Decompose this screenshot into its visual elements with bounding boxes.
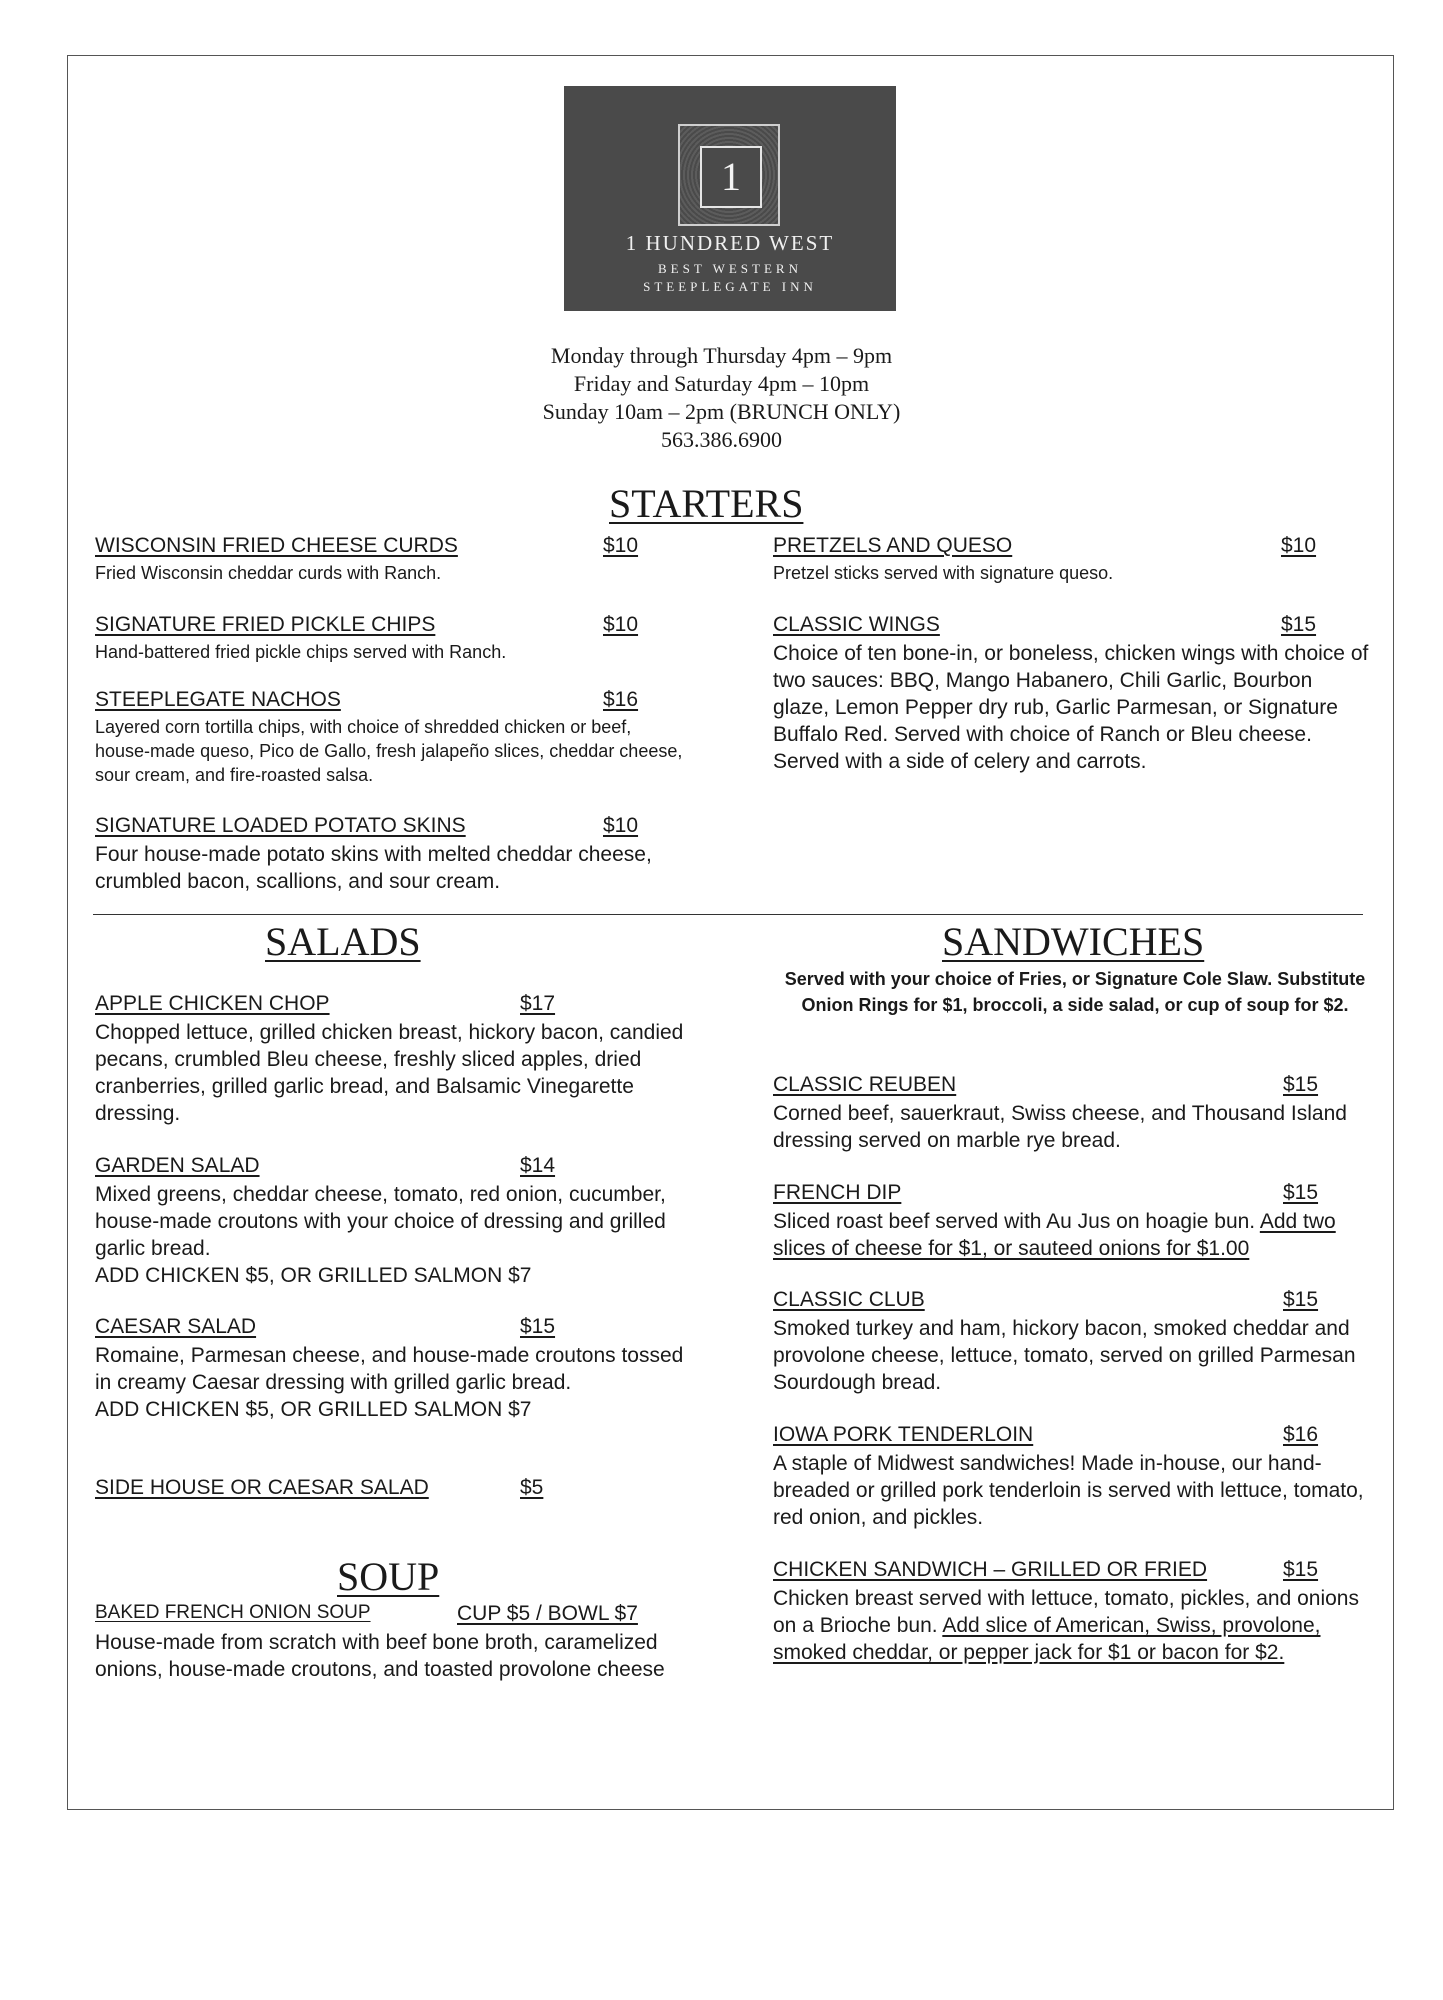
menu-item bbox=[95, 534, 685, 585]
menu-item bbox=[95, 1315, 695, 1423]
item-name: CLASSIC CLUB bbox=[773, 1288, 925, 1311]
menu-item bbox=[773, 1558, 1373, 1666]
item-name: SIGNATURE LOADED POTATO SKINS bbox=[95, 814, 466, 837]
salads-title: SALADS bbox=[265, 919, 421, 964]
item-description: Mixed greens, cheddar cheese, tomato, red onion, cucumber, house-made croutons with your choice of dressing and grilled garlic bread. bbox=[95, 1183, 666, 1260]
soup-title: SOUP bbox=[337, 1554, 440, 1599]
item-price: $15 bbox=[520, 1315, 556, 1338]
item-name: CLASSIC REUBEN bbox=[773, 1073, 957, 1096]
starters-title: STARTERS bbox=[609, 481, 804, 526]
item-addon: Add slice of American, Swiss, provolone, smoked cheddar, or pepper jack for $1 or bacon for $2. bbox=[773, 1614, 1321, 1664]
menu-item bbox=[95, 613, 685, 664]
logo-line2: STEEPLEGATE INN bbox=[643, 279, 817, 294]
item-description: Choice of ten bone-in, or boneless, chicken wings with choice of two sauces: BBQ, Mango Habanero, Chili Garlic, Bourbon glaze, Lemon Pepper dry rub, Garlic Parmesan, or Signature Buffalo Red. Served with choice of Ranch or Bleu cheese. Served with a side of celery and carrots. bbox=[773, 642, 1369, 773]
hours-weekday: Monday through Thursday 4pm – 9pm bbox=[550, 343, 893, 368]
item-price: $15 bbox=[1283, 1181, 1319, 1204]
item-name: WISCONSIN FRIED CHEESE CURDS bbox=[95, 534, 458, 557]
item-description: Chopped lettuce, grilled chicken breast, hickory bacon, candied pecans, crumbled Bleu cheese, freshly sliced apples, dried cranberries, grilled garlic bread, and Balsamic Vinegarette dressing. bbox=[95, 1021, 684, 1125]
logo-line1: BEST WESTERN bbox=[658, 261, 802, 276]
sandwiches-title: SANDWICHES bbox=[942, 919, 1205, 964]
emblem-number: 1 bbox=[700, 146, 762, 208]
item-name: PRETZELS AND QUESO bbox=[773, 534, 1013, 557]
item-name: CLASSIC WINGS bbox=[773, 613, 940, 636]
menu-item bbox=[95, 688, 685, 787]
item-name: SIGNATURE FRIED PICKLE CHIPS bbox=[95, 613, 436, 636]
item-name: APPLE CHICKEN CHOP bbox=[95, 992, 330, 1015]
item-price: $10 bbox=[603, 814, 639, 837]
item-description: Romaine, Parmesan cheese, and house-made croutons tossed in creamy Caesar dressing with grilled garlic bread. bbox=[95, 1344, 684, 1394]
item-description: Hand-battered fried pickle chips served with Ranch. bbox=[95, 642, 507, 662]
item-price: $15 bbox=[1283, 1073, 1319, 1096]
hours-sunday: Sunday 10am – 2pm (BRUNCH ONLY) bbox=[542, 399, 901, 424]
item-name: GARDEN SALAD bbox=[95, 1154, 260, 1177]
menu-item bbox=[773, 1288, 1373, 1396]
item-price: $16 bbox=[1283, 1423, 1319, 1446]
item-price: $17 bbox=[520, 992, 556, 1015]
item-name: CHICKEN SANDWICH – GRILLED OR FRIED bbox=[773, 1558, 1208, 1581]
hours-friday-saturday: Friday and Saturday 4pm – 10pm bbox=[573, 371, 870, 396]
item-price: $15 bbox=[1283, 1288, 1319, 1311]
sandwiches-note: Served with your choice of Fries, or Signature Cole Slaw. Substitute Onion Rings for $1, broccoli, a side salad, or cup of soup for $2. bbox=[784, 969, 1366, 1015]
item-name: BAKED FRENCH ONION SOUP bbox=[95, 1602, 371, 1623]
item-description: House-made from scratch with beef bone broth, caramelized onions, house-made croutons, and toasted provolone cheese bbox=[95, 1631, 665, 1681]
item-addon: Add two slices of cheese for $1, or sauteed onions for $1.00 bbox=[773, 1210, 1336, 1260]
menu-item bbox=[95, 992, 695, 1127]
menu-item bbox=[773, 613, 1373, 775]
item-name: SIDE HOUSE OR CAESAR SALAD bbox=[95, 1476, 429, 1499]
item-description: A staple of Midwest sandwiches! Made in-house, our hand-breaded or grilled pork tenderloin is served with lettuce, tomato, red onion, and pickles. bbox=[773, 1452, 1364, 1529]
item-price: CUP $5 / BOWL $7 bbox=[457, 1602, 638, 1625]
item-description: Corned beef, sauerkraut, Swiss cheese, and Thousand Island dressing served on marble rye bread. bbox=[773, 1102, 1347, 1152]
item-price: $15 bbox=[1283, 1558, 1319, 1581]
item-price: $10 bbox=[603, 534, 639, 557]
item-description: Four house-made potato skins with melted cheddar cheese, crumbled bacon, scallions, and sour cream. bbox=[95, 843, 652, 893]
logo-name: 1 HUNDRED WEST bbox=[625, 231, 835, 255]
item-description: Sliced roast beef served with Au Jus on hoagie bun. bbox=[773, 1210, 1256, 1233]
menu-item bbox=[95, 1476, 695, 1503]
item-name: IOWA PORK TENDERLOIN bbox=[773, 1423, 1034, 1446]
item-name: CAESAR SALAD bbox=[95, 1315, 257, 1338]
item-name: FRENCH DIP bbox=[773, 1181, 902, 1204]
item-description: Chicken breast served with lettuce, tomato, pickles, and onions on a Brioche bun. bbox=[773, 1587, 1359, 1637]
item-price: $14 bbox=[520, 1154, 556, 1177]
section-divider bbox=[93, 914, 1363, 915]
menu-item bbox=[773, 1181, 1373, 1262]
item-price: $15 bbox=[1281, 613, 1317, 636]
item-price: $5 bbox=[520, 1476, 544, 1499]
item-name: STEEPLEGATE NACHOS bbox=[95, 688, 341, 711]
item-description: Smoked turkey and ham, hickory bacon, smoked cheddar and provolone cheese, lettuce, tomato, served on grilled Parmesan Sourdough bread. bbox=[773, 1317, 1356, 1394]
restaurant-logo bbox=[564, 86, 896, 311]
menu-item bbox=[95, 1602, 695, 1683]
emblem-icon bbox=[678, 124, 780, 226]
phone-number: 563.386.6900 bbox=[661, 427, 782, 452]
item-description: Layered corn tortilla chips, with choice of shredded chicken or beef, house-made queso, Pico de Gallo, fresh jalapeño slices, cheddar cheese, sour cream, and fire-roasted salsa. bbox=[95, 717, 683, 785]
item-price: $10 bbox=[1281, 534, 1317, 557]
item-addon: ADD CHICKEN $5, OR GRILLED SALMON $7 bbox=[95, 1398, 532, 1421]
menu-item bbox=[773, 1073, 1373, 1154]
menu-item bbox=[773, 534, 1373, 585]
menu-item bbox=[95, 1154, 695, 1289]
menu-item bbox=[95, 814, 685, 895]
item-price: $16 bbox=[603, 688, 639, 711]
item-description: Fried Wisconsin cheddar curds with Ranch. bbox=[95, 563, 442, 583]
menu-item bbox=[773, 1423, 1373, 1531]
opening-hours bbox=[0, 342, 1443, 454]
item-description: Pretzel sticks served with signature queso. bbox=[773, 563, 1114, 583]
item-price: $10 bbox=[603, 613, 639, 636]
item-addon: ADD CHICKEN $5, OR GRILLED SALMON $7 bbox=[95, 1264, 532, 1287]
